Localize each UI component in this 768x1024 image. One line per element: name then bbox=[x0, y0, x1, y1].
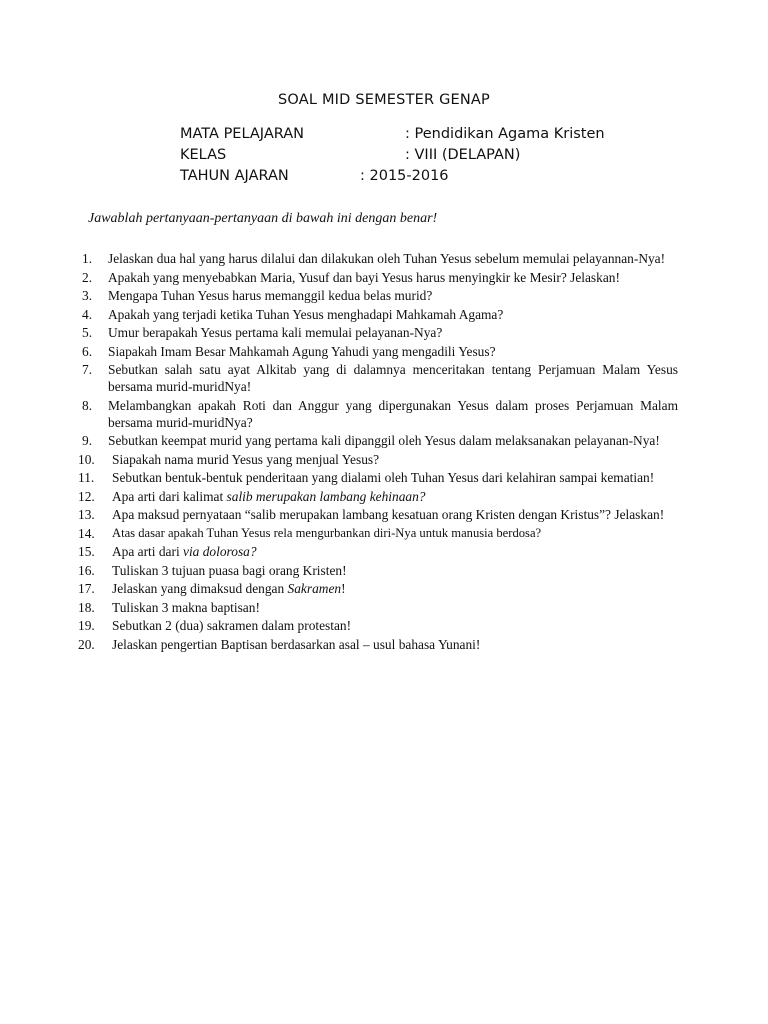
question-text: Sebutkan 2 (dua) sakramen dalam protestan! bbox=[112, 618, 352, 633]
question-text: Jelaskan dua hal yang harus dilalui dan dilakukan oleh Tuhan Yesus sebelum memulai pelayannan-Nya! bbox=[108, 251, 666, 266]
question-text: Melambangkan apakah Roti dan Anggur yang dipergunakan Yesus dalam proses Perjamuan Malam bersama murid-muridNya? bbox=[108, 397, 678, 430]
question-text-italic: salib merupakan lambang kehinaan? bbox=[226, 488, 426, 504]
question-item bbox=[72, 269, 678, 286]
question-number: 9. bbox=[82, 433, 93, 448]
question-item bbox=[72, 361, 678, 395]
question-item bbox=[72, 599, 678, 616]
question-item bbox=[72, 324, 678, 341]
question-text: Apakah yang terjadi ketika Tuhan Yesus menghadapi Mahkamah Agama? bbox=[108, 306, 504, 322]
question-text: Apakah yang menyebabkan Maria, Yusuf dan bayi Yesus harus menyingkir ke Mesir? Jelaskan! bbox=[108, 269, 620, 285]
question-number: 3. bbox=[82, 288, 93, 303]
question-item bbox=[72, 580, 678, 597]
question-item bbox=[72, 306, 678, 323]
question-text: Umur berapakah Yesus pertama kali memulai pelayanan-Nya? bbox=[108, 325, 443, 340]
question-number: 5. bbox=[82, 325, 93, 340]
question-text-italic: via dolorosa? bbox=[183, 544, 257, 559]
question-item bbox=[72, 636, 678, 653]
question-item bbox=[72, 543, 678, 560]
question-number: 11. bbox=[78, 470, 95, 485]
meta-subject-label: MATA PELAJARAN bbox=[180, 126, 304, 142]
question-item bbox=[72, 397, 678, 431]
question-text-suffix: ! bbox=[341, 581, 346, 596]
question-text: Tuliskan 3 tujuan puasa bagi orang Kristen! bbox=[112, 562, 347, 578]
question-number: 15. bbox=[78, 544, 95, 559]
page-title: SOAL MID SEMESTER GENAP bbox=[278, 92, 490, 108]
question-number: 4. bbox=[82, 306, 93, 322]
question-number: 6. bbox=[82, 343, 93, 359]
question-text: Mengapa Tuhan Yesus harus memanggil kedua belas murid? bbox=[108, 288, 433, 303]
question-item bbox=[72, 562, 678, 579]
question-text: Sebutkan bentuk-bentuk penderitaan yang dialami oleh Tuhan Yesus dari kelahiran sampai kematian! bbox=[112, 470, 655, 485]
question-text-plain: Apa arti dari kalimat bbox=[112, 488, 227, 504]
question-number: 12. bbox=[78, 488, 95, 504]
question-text bbox=[112, 488, 678, 505]
question-item bbox=[72, 287, 678, 304]
question-item bbox=[72, 250, 678, 267]
meta-year-value: : 2015-2016 bbox=[360, 168, 449, 184]
question-item bbox=[72, 488, 678, 505]
meta-year-row bbox=[180, 168, 449, 184]
question-number: 20. bbox=[78, 636, 95, 652]
question-number: 7. bbox=[82, 362, 93, 377]
question-text: Atas dasar apakah Tuhan Yesus rela mengurbankan diri-Nya untuk manusia berdosa? bbox=[112, 525, 542, 540]
question-text: Sebutkan salah satu ayat Alkitab yang di dalamnya menceritakan tentang Perjamuan Malam Yesus bersama murid-muridNya! bbox=[108, 362, 678, 394]
question-item bbox=[72, 343, 678, 360]
question-item bbox=[72, 432, 678, 449]
question-number: 8. bbox=[82, 397, 93, 413]
question-list bbox=[72, 250, 678, 654]
question-text: Siapakah Imam Besar Mahkamah Agung Yahudi yang mengadili Yesus? bbox=[108, 343, 496, 359]
meta-class-row bbox=[180, 147, 521, 163]
question-number: 1. bbox=[82, 251, 93, 266]
question-text-italic: Sakramen bbox=[287, 581, 342, 596]
question-text-plain: Jelaskan yang dimaksud dengan bbox=[112, 581, 288, 596]
question-number: 14. bbox=[78, 525, 95, 541]
question-number: 18. bbox=[78, 599, 95, 615]
meta-subject-row bbox=[180, 126, 605, 142]
meta-subject-value: : Pendidikan Agama Kristen bbox=[405, 126, 605, 142]
question-item bbox=[72, 525, 678, 542]
question-number: 10. bbox=[78, 451, 95, 467]
meta-class-value: : VIII (DELAPAN) bbox=[405, 147, 521, 163]
question-text: Siapakah nama murid Yesus yang menjual Yesus? bbox=[112, 451, 380, 467]
question-item bbox=[72, 451, 678, 468]
question-text bbox=[112, 580, 678, 597]
question-text bbox=[112, 543, 678, 560]
question-item bbox=[72, 506, 678, 523]
question-number: 19. bbox=[78, 618, 95, 633]
question-number: 13. bbox=[78, 507, 95, 522]
question-item bbox=[72, 469, 678, 486]
question-text: Apa maksud pernyataan “salib merupakan lambang kesatuan orang Kristen dengan Kristus”? Jelaskan! bbox=[112, 507, 665, 522]
question-item bbox=[72, 617, 678, 634]
question-number: 17. bbox=[78, 581, 95, 596]
question-text: Sebutkan keempat murid yang pertama kali dipanggil oleh Yesus dalam melaksanakan pelayanan-Nya! bbox=[108, 433, 660, 448]
instruction-text: Jawablah pertanyaan-pertanyaan di bawah ini dengan benar! bbox=[88, 211, 438, 226]
question-number: 2. bbox=[82, 269, 93, 285]
meta-class-label: KELAS bbox=[180, 147, 227, 163]
question-text: Tuliskan 3 makna baptisan! bbox=[112, 599, 260, 615]
meta-year-label: TAHUN AJARAN bbox=[180, 168, 289, 184]
question-text: Jelaskan pengertian Baptisan berdasarkan asal – usul bahasa Yunani! bbox=[112, 636, 481, 652]
question-text-plain: Apa arti dari bbox=[112, 544, 184, 559]
question-number: 16. bbox=[78, 562, 95, 578]
